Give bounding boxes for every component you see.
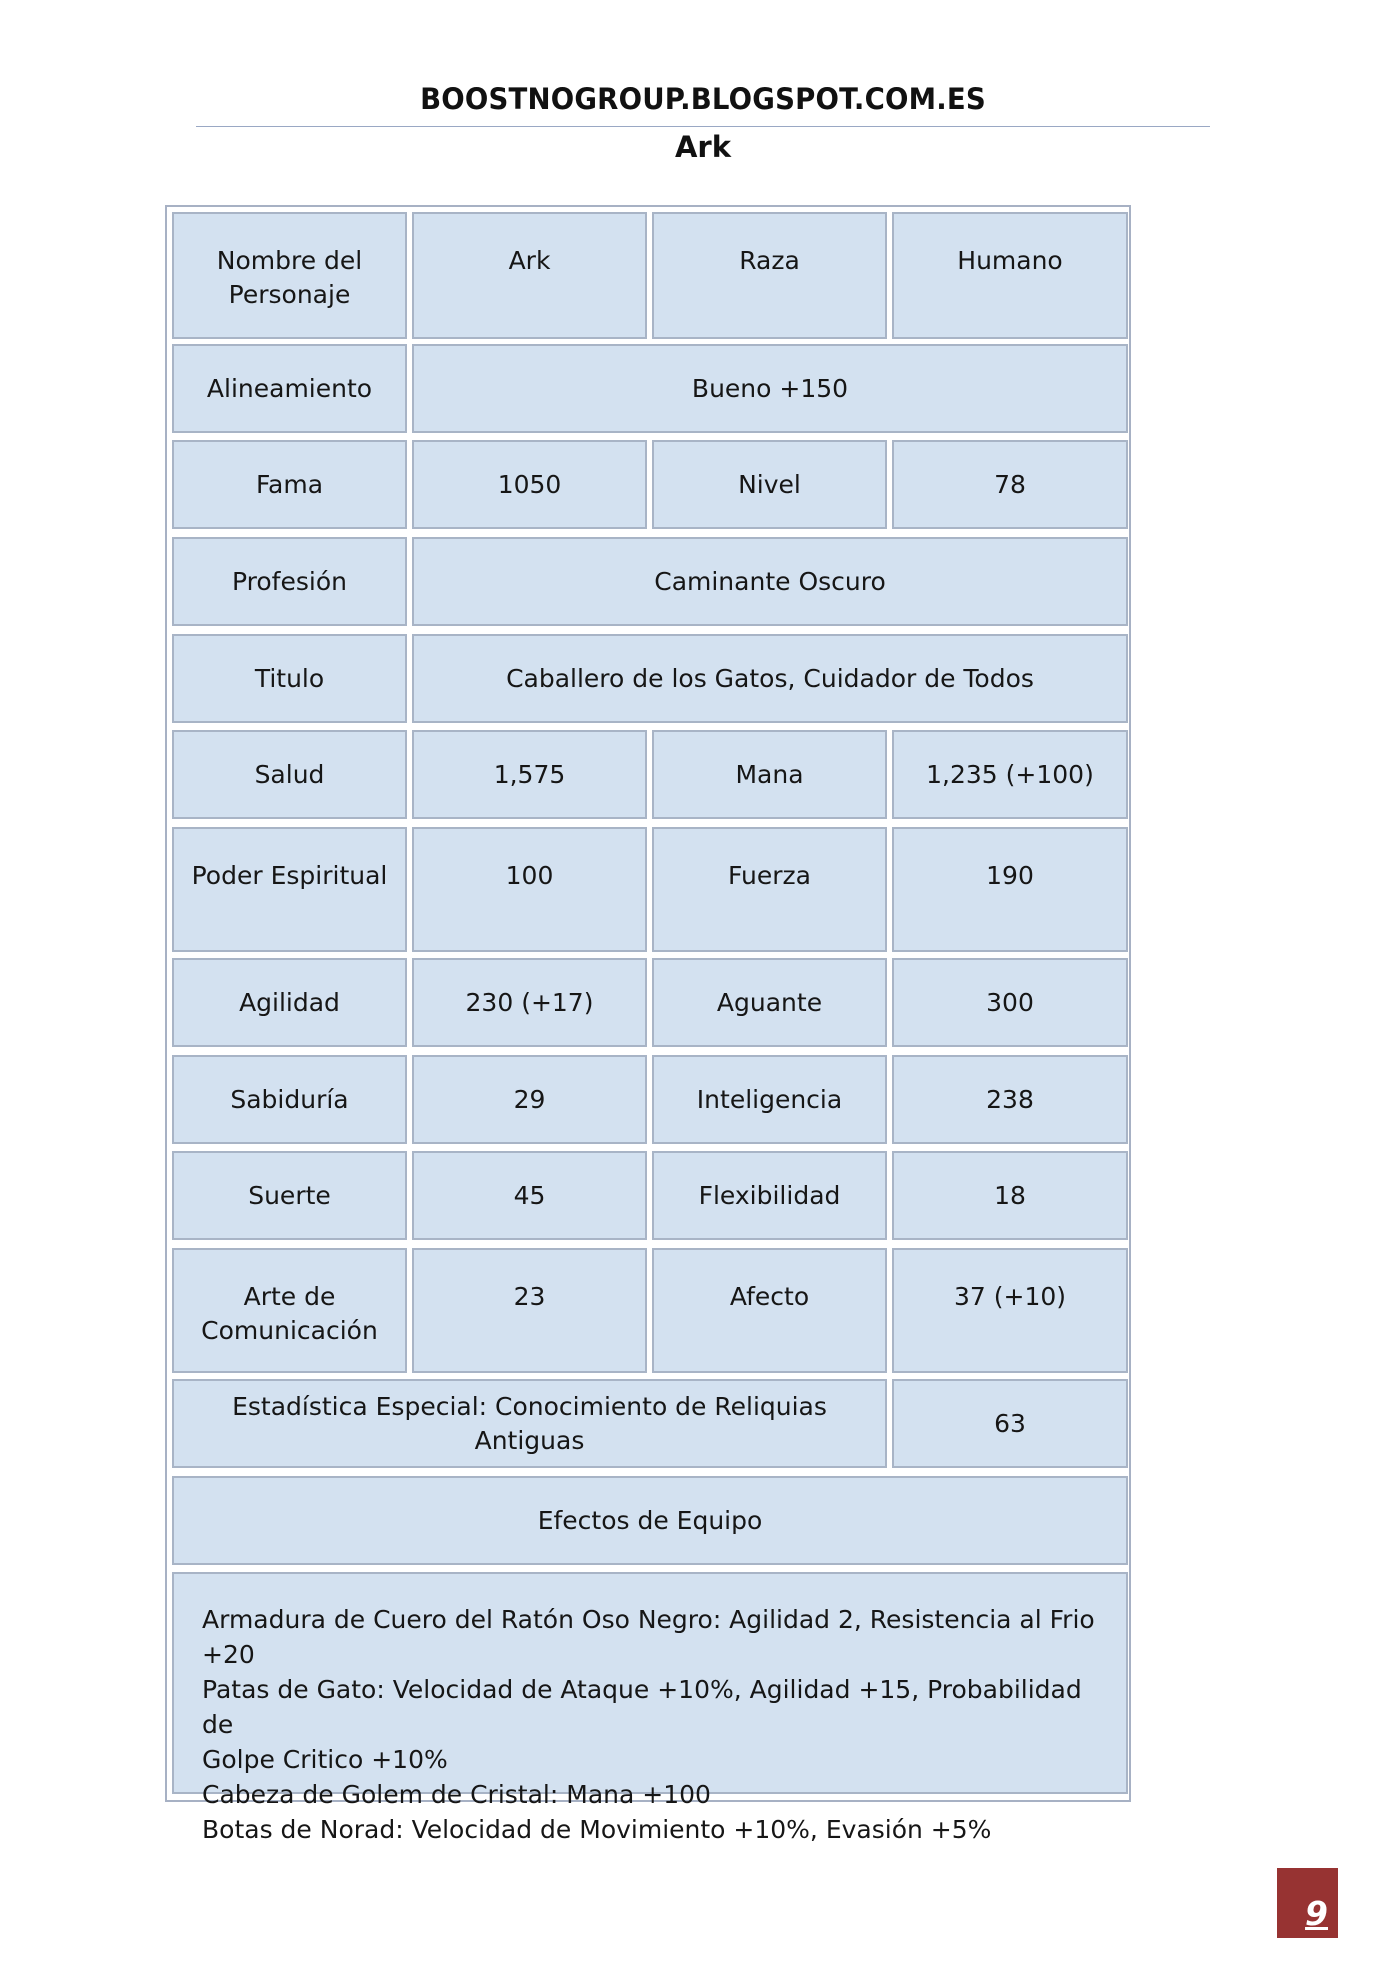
cell-value: 300	[892, 958, 1128, 1047]
equipment-effect-item: Armadura de Cuero del Ratón Oso Negro: Agilidad 2, Resistencia al Frio +20	[202, 1605, 1103, 1669]
equipment-effect-item: Cabeza de Golem de Cristal: Mana +100	[202, 1780, 711, 1809]
cell-label: Agilidad	[172, 958, 407, 1047]
cell-value: 238	[892, 1055, 1128, 1144]
cell-label: Salud	[172, 730, 407, 819]
cell-label: Alineamiento	[172, 344, 407, 433]
special-stat-label: Estadística Especial: Conocimiento de Reliquias Antiguas	[172, 1379, 887, 1468]
cell-value-wide: Bueno +150	[412, 344, 1128, 433]
cell-label: Nivel	[652, 440, 887, 529]
cell-label: Raza	[652, 212, 887, 339]
equipment-effect-item: Patas de Gato: Velocidad de Ataque +10%, Agilidad +15, Probabilidad de Golpe Critico +10%	[202, 1675, 1082, 1774]
cell-label: Aguante	[652, 958, 887, 1047]
cell-label: Arte de Comunicación	[172, 1248, 407, 1373]
equipment-effect-item: Botas de Norad: Velocidad de Movimiento +10%, Evasión +5%	[202, 1815, 992, 1844]
cell-value: 37 (+10)	[892, 1248, 1128, 1373]
cell-value: 29	[412, 1055, 647, 1144]
page-title: Ark	[674, 130, 732, 164]
cell-value: 230 (+17)	[412, 958, 647, 1047]
cell-value: 45	[412, 1151, 647, 1240]
cell-label: Nombre del Personaje	[172, 212, 407, 339]
cell-label: Mana	[652, 730, 887, 819]
cell-value: 100	[412, 827, 647, 952]
cell-value-wide: Caballero de los Gatos, Cuidador de Todos	[412, 634, 1128, 723]
special-stat-value: 63	[892, 1379, 1128, 1468]
cell-value: 1,575	[412, 730, 647, 819]
equipment-effects-list	[172, 1572, 1128, 1844]
cell-label: Poder Espiritual	[172, 827, 407, 952]
cell-label: Fama	[172, 440, 407, 529]
cell-label: Titulo	[172, 634, 407, 723]
cell-label: Fuerza	[652, 827, 887, 952]
cell-value: 78	[892, 440, 1128, 529]
cell-label: Suerte	[172, 1151, 407, 1240]
site-header-title: BOOSTNOGROUP.BLOGSPOT.COM.ES	[420, 82, 986, 116]
cell-value-wide: Caminante Oscuro	[412, 537, 1128, 626]
cell-value: 23	[412, 1248, 647, 1373]
header-divider	[196, 126, 1210, 127]
cell-label: Afecto	[652, 1248, 887, 1373]
cell-label: Sabiduría	[172, 1055, 407, 1144]
cell-value: 1050	[412, 440, 647, 529]
cell-label: Inteligencia	[652, 1055, 887, 1144]
page-number: 9	[1305, 1894, 1328, 1933]
cell-label: Profesión	[172, 537, 407, 626]
character-stats-table	[165, 205, 1131, 1844]
cell-value: 18	[892, 1151, 1128, 1240]
cell-value: 1,235 (+100)	[892, 730, 1128, 819]
cell-value: Humano	[892, 212, 1128, 339]
cell-label: Flexibilidad	[652, 1151, 887, 1240]
page-number-badge	[1277, 1868, 1338, 1938]
equipment-effects-header: Efectos de Equipo	[172, 1476, 1128, 1565]
cell-value: 190	[892, 827, 1128, 952]
cell-value: Ark	[412, 212, 647, 339]
